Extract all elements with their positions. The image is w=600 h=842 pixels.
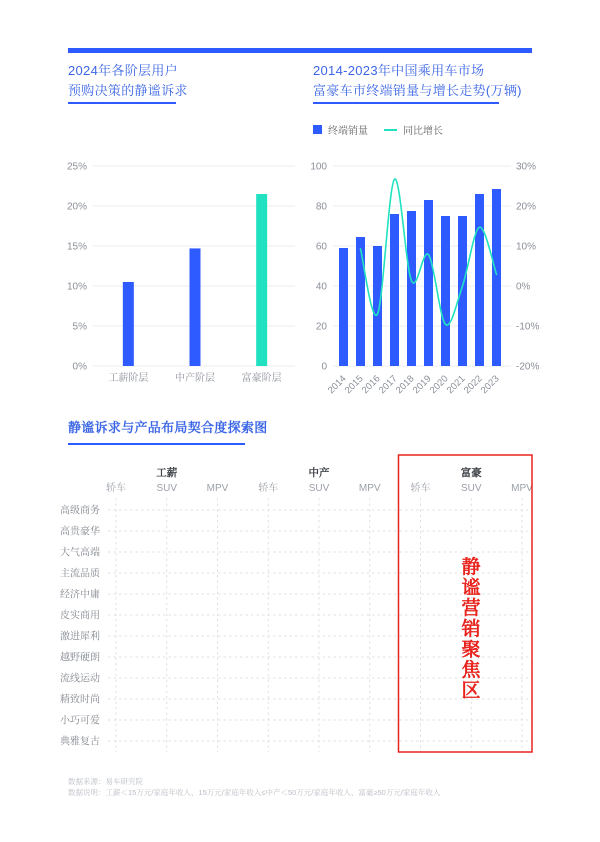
svg-text:静: 静 — [461, 557, 481, 578]
svg-text:2020: 2020 — [427, 373, 451, 397]
sales-legend-label: 终端销量 — [328, 126, 368, 137]
data-note-line: 数据说明：工薪＜15万元/家庭年收入、15万元/家庭年收入≤中产＜50万元/家庭年收入、富豪≥50万元/家庭年收入 — [68, 788, 441, 797]
svg-text:60: 60 — [315, 241, 327, 253]
svg-text:精致时尚: 精致时尚 — [60, 694, 100, 706]
svg-text:轿车: 轿车 — [258, 483, 279, 494]
svg-text:SUV: SUV — [308, 483, 330, 494]
svg-text:越野硬朗: 越野硬朗 — [60, 652, 100, 664]
left-chart-title-line1: 2024年各阶层用户 — [68, 63, 178, 78]
svg-text:主流品质: 主流品质 — [60, 568, 100, 580]
svg-text:高级商务: 高级商务 — [60, 505, 100, 517]
svg-text:-10%: -10% — [516, 321, 540, 333]
svg-text:2015: 2015 — [342, 373, 366, 397]
svg-text:0: 0 — [321, 361, 327, 373]
svg-text:区: 区 — [461, 680, 481, 702]
svg-text:2023: 2023 — [478, 373, 502, 397]
svg-text:25%: 25% — [66, 161, 87, 173]
svg-text:SUV: SUV — [156, 483, 178, 494]
svg-text:经济中庸: 经济中庸 — [60, 589, 100, 601]
sales-growth-combo-chart — [305, 158, 560, 408]
bar-2014 — [339, 248, 348, 366]
svg-text:SUV: SUV — [460, 483, 482, 494]
matrix-title: 静谧诉求与产品布局契合度探索图 — [68, 420, 268, 435]
svg-text:2022: 2022 — [461, 373, 485, 397]
svg-text:15%: 15% — [66, 241, 87, 253]
svg-text:-20%: -20% — [516, 361, 540, 373]
matrix-title-underline — [68, 443, 245, 445]
svg-text:100: 100 — [310, 161, 327, 173]
fit-matrix-chart — [0, 450, 600, 770]
growth-legend-label: 同比增长 — [403, 126, 443, 137]
bar-2016 — [373, 246, 382, 366]
left-chart-bars — [108, 194, 281, 384]
svg-text:2018: 2018 — [393, 373, 417, 397]
svg-text:5%: 5% — [72, 321, 87, 333]
svg-text:聚: 聚 — [461, 639, 481, 661]
sales-legend-swatch — [313, 125, 322, 134]
bar-工薪阶层 — [123, 282, 134, 366]
svg-text:富豪阶层: 富豪阶层 — [241, 373, 282, 384]
svg-text:0%: 0% — [516, 281, 531, 293]
bar-2015 — [356, 237, 365, 366]
svg-text:中产: 中产 — [308, 467, 330, 479]
svg-text:20: 20 — [315, 321, 327, 333]
svg-text:典雅复古: 典雅复古 — [60, 736, 100, 748]
bar-中产阶层 — [190, 248, 201, 366]
svg-text:80: 80 — [315, 201, 327, 213]
svg-text:工薪: 工薪 — [156, 467, 178, 479]
right-chart-bars — [326, 189, 502, 396]
bar-富豪阶层 — [256, 194, 267, 366]
svg-text:10%: 10% — [66, 281, 87, 293]
left-chart-title-line2: 预购决策的静谧诉求 — [68, 83, 188, 98]
bar-2023 — [492, 189, 501, 366]
footer — [68, 776, 440, 798]
svg-text:焦: 焦 — [461, 660, 481, 681]
svg-text:销: 销 — [461, 618, 481, 640]
svg-text:40: 40 — [315, 281, 327, 293]
svg-text:轿车: 轿车 — [106, 483, 126, 494]
left-chart-title — [68, 61, 188, 101]
svg-text:中产阶层: 中产阶层 — [175, 373, 215, 384]
svg-text:MPV: MPV — [206, 483, 229, 494]
svg-text:工薪阶层: 工薪阶层 — [108, 373, 149, 384]
svg-text:2017: 2017 — [376, 373, 400, 397]
bar-2019 — [424, 200, 433, 366]
left-title-underline — [68, 102, 176, 104]
svg-text:皮实商用: 皮实商用 — [60, 610, 100, 622]
svg-text:20%: 20% — [516, 201, 537, 213]
svg-text:MPV: MPV — [511, 483, 533, 494]
svg-text:20%: 20% — [66, 201, 87, 213]
svg-text:MPV: MPV — [358, 483, 381, 494]
svg-text:轿车: 轿车 — [410, 483, 431, 494]
svg-text:大气高端: 大气高端 — [60, 547, 100, 559]
growth-legend-swatch — [384, 129, 397, 131]
svg-text:0%: 0% — [72, 361, 87, 373]
top-accent-bar — [68, 48, 532, 53]
svg-text:富豪: 富豪 — [460, 467, 482, 479]
svg-text:流线运动: 流线运动 — [60, 673, 100, 685]
svg-text:营: 营 — [461, 598, 481, 620]
data-source-line: 数据来源：易车研究院 — [68, 777, 143, 786]
focus-zone-label — [461, 555, 481, 702]
svg-text:2016: 2016 — [359, 373, 383, 397]
right-chart-title — [313, 61, 522, 101]
right-chart-title-line1: 2014-2023年中国乘用车市场 — [313, 63, 485, 78]
class-appeal-bar-chart — [55, 158, 300, 398]
svg-text:激进犀利: 激进犀利 — [60, 631, 100, 643]
bar-2021 — [458, 216, 467, 366]
right-chart-legend — [313, 122, 443, 137]
bar-2018 — [407, 211, 416, 366]
right-chart-title-line2: 富豪车市终端销量与增长走势(万辆) — [313, 83, 522, 98]
bar-2020 — [441, 216, 450, 366]
svg-text:谧: 谧 — [461, 577, 481, 599]
svg-text:高贵豪华: 高贵豪华 — [60, 526, 100, 538]
svg-text:2019: 2019 — [410, 373, 434, 397]
bar-2022 — [475, 194, 484, 366]
right-title-underline — [313, 102, 499, 104]
svg-text:小巧可爱: 小巧可爱 — [60, 715, 100, 727]
svg-text:2021: 2021 — [444, 373, 468, 397]
svg-text:10%: 10% — [516, 241, 537, 253]
bar-2017 — [390, 214, 399, 366]
svg-text:2014: 2014 — [325, 373, 349, 397]
svg-text:30%: 30% — [516, 161, 537, 173]
